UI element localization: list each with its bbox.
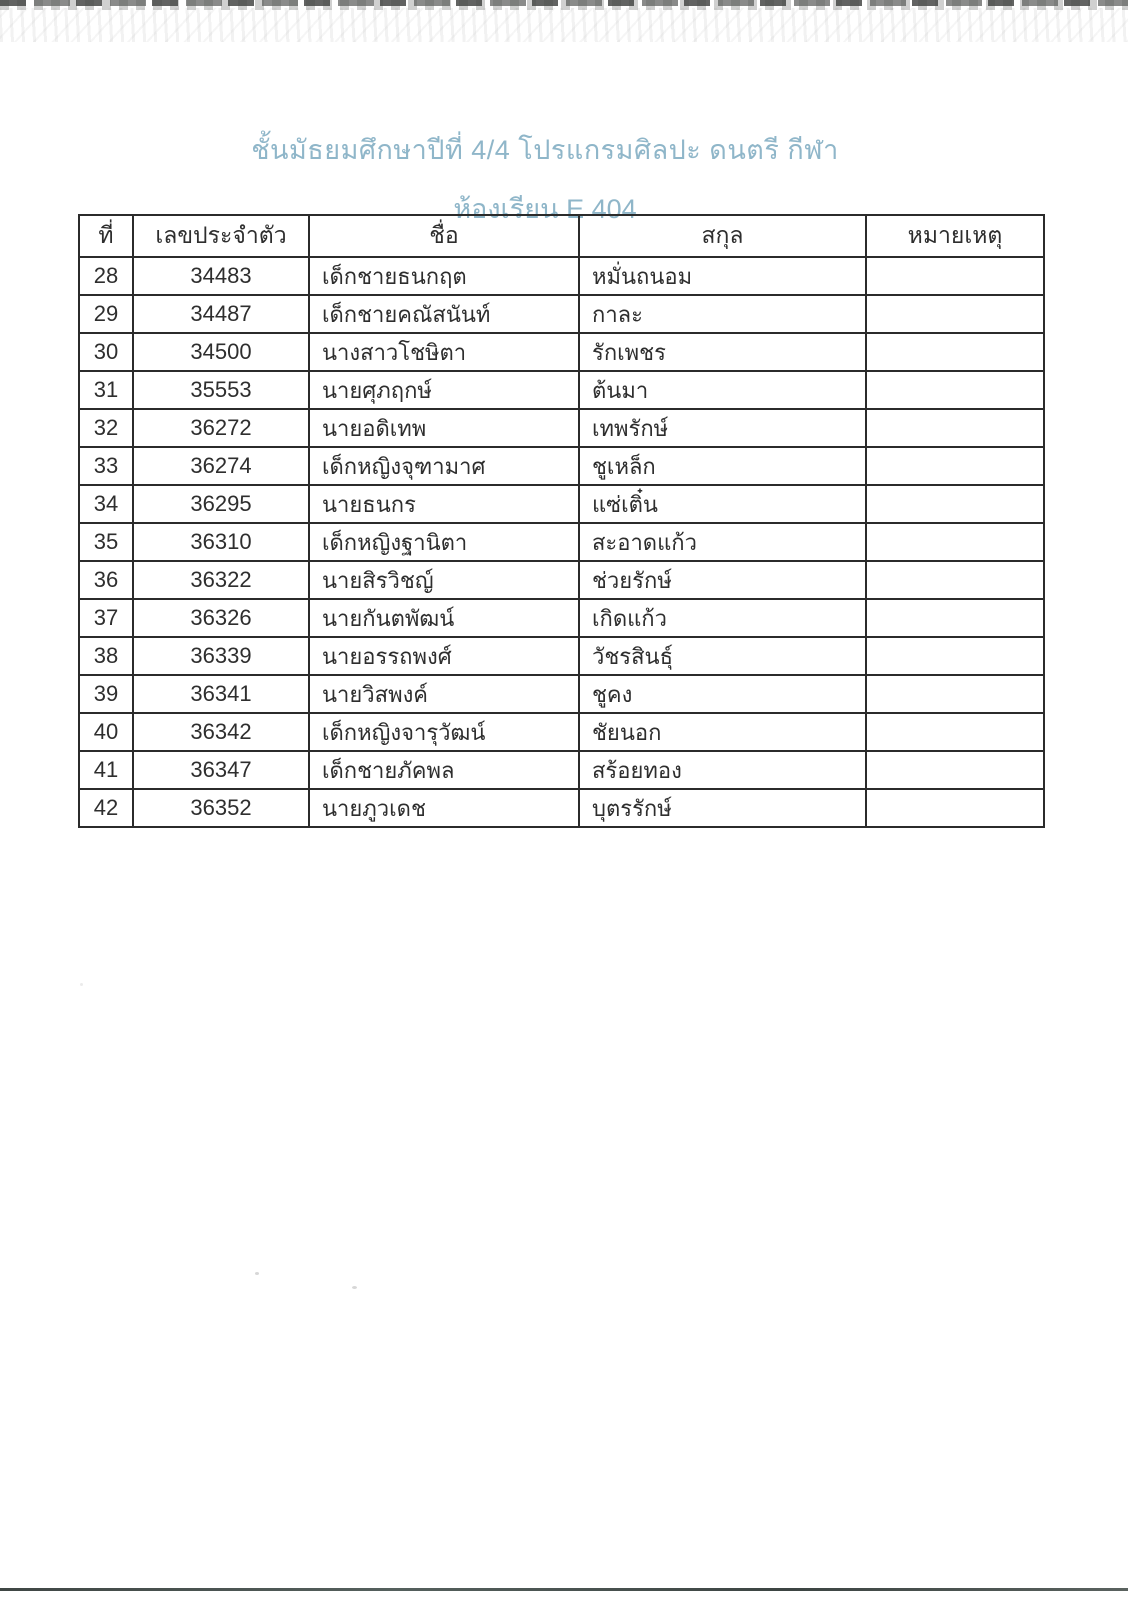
remark bbox=[866, 751, 1044, 789]
remark bbox=[866, 599, 1044, 637]
student-id: 34487 bbox=[133, 295, 309, 333]
table-row bbox=[79, 599, 1044, 637]
student-id: 36342 bbox=[133, 713, 309, 751]
student-id: 36295 bbox=[133, 485, 309, 523]
first-name: นายธนกร bbox=[309, 485, 579, 523]
table-row bbox=[79, 713, 1044, 751]
student-id: 36347 bbox=[133, 751, 309, 789]
surname: ต้นมา bbox=[579, 371, 866, 409]
remark bbox=[866, 409, 1044, 447]
remark bbox=[866, 713, 1044, 751]
row-number: 37 bbox=[79, 599, 133, 637]
row-number: 35 bbox=[79, 523, 133, 561]
student-id: 34500 bbox=[133, 333, 309, 371]
header-number: ที่ bbox=[79, 215, 133, 257]
surname: วัชรสินธุ์ bbox=[579, 637, 866, 675]
surname: สร้อยทอง bbox=[579, 751, 866, 789]
surname: ชูคง bbox=[579, 675, 866, 713]
row-number: 33 bbox=[79, 447, 133, 485]
remark bbox=[866, 371, 1044, 409]
row-number: 39 bbox=[79, 675, 133, 713]
table-row bbox=[79, 485, 1044, 523]
row-number: 32 bbox=[79, 409, 133, 447]
row-number: 31 bbox=[79, 371, 133, 409]
header-surname: สกุล bbox=[579, 215, 866, 257]
surname: สะอาดแก้ว bbox=[579, 523, 866, 561]
table-row bbox=[79, 751, 1044, 789]
student-id: 34483 bbox=[133, 257, 309, 295]
remark bbox=[866, 295, 1044, 333]
scan-speck bbox=[255, 1272, 259, 1275]
remark bbox=[866, 447, 1044, 485]
row-number: 42 bbox=[79, 789, 133, 827]
student-id: 36274 bbox=[133, 447, 309, 485]
first-name: นายกันตพัฒน์ bbox=[309, 599, 579, 637]
table-row bbox=[79, 333, 1044, 371]
table-row bbox=[79, 637, 1044, 675]
header-first-name: ชื่อ bbox=[309, 215, 579, 257]
row-number: 28 bbox=[79, 257, 133, 295]
header-remark: หมายเหตุ bbox=[866, 215, 1044, 257]
surname: ชูเหล็ก bbox=[579, 447, 866, 485]
table-row bbox=[79, 409, 1044, 447]
surname: ช่วยรักษ์ bbox=[579, 561, 866, 599]
table-row bbox=[79, 789, 1044, 827]
surname: เกิดแก้ว bbox=[579, 599, 866, 637]
table-row bbox=[79, 561, 1044, 599]
scan-speck bbox=[352, 1286, 357, 1289]
first-name: เด็กหญิงจุฑามาศ bbox=[309, 447, 579, 485]
first-name: เด็กชายภัคพล bbox=[309, 751, 579, 789]
student-id: 36310 bbox=[133, 523, 309, 561]
first-name: เด็กชายคณัสนันท์ bbox=[309, 295, 579, 333]
scan-speck bbox=[80, 983, 83, 986]
table-row bbox=[79, 371, 1044, 409]
student-id: 36326 bbox=[133, 599, 309, 637]
first-name: นายภูวเดช bbox=[309, 789, 579, 827]
remark bbox=[866, 523, 1044, 561]
student-id: 36339 bbox=[133, 637, 309, 675]
table-header-row bbox=[79, 215, 1044, 257]
row-number: 29 bbox=[79, 295, 133, 333]
first-name: นายวิสพงค์ bbox=[309, 675, 579, 713]
remark bbox=[866, 789, 1044, 827]
scan-noise-speckle bbox=[0, 8, 1128, 42]
surname: เทพรักษ์ bbox=[579, 409, 866, 447]
surname: กาละ bbox=[579, 295, 866, 333]
first-name: นายสิรวิชญ์ bbox=[309, 561, 579, 599]
first-name: นายอรรถพงศ์ bbox=[309, 637, 579, 675]
surname: แซ่เติ๋น bbox=[579, 485, 866, 523]
table-row bbox=[79, 447, 1044, 485]
row-number: 41 bbox=[79, 751, 133, 789]
table-row bbox=[79, 295, 1044, 333]
header-student-id: เลขประจำตัว bbox=[133, 215, 309, 257]
remark bbox=[866, 257, 1044, 295]
scan-line-bottom-edge bbox=[0, 1588, 1128, 1591]
first-name: เด็กหญิงจารุวัฒน์ bbox=[309, 713, 579, 751]
row-number: 38 bbox=[79, 637, 133, 675]
remark bbox=[866, 675, 1044, 713]
table-row bbox=[79, 523, 1044, 561]
row-number: 30 bbox=[79, 333, 133, 371]
class-title: ชั้นมัธยมศึกษาปีที่ 4/4 โปรแกรมศิลปะ ดนตรี กีฬา bbox=[251, 135, 839, 165]
first-name: นายศุภฤกษ์ bbox=[309, 371, 579, 409]
surname: รักเพชร bbox=[579, 333, 866, 371]
row-number: 36 bbox=[79, 561, 133, 599]
first-name: เด็กชายธนกฤต bbox=[309, 257, 579, 295]
remark bbox=[866, 561, 1044, 599]
classroom-title: ห้องเรียน E 404 bbox=[453, 194, 637, 224]
first-name: เด็กหญิงฐานิตา bbox=[309, 523, 579, 561]
first-name: นายอดิเทพ bbox=[309, 409, 579, 447]
surname: บุตรรักษ์ bbox=[579, 789, 866, 827]
surname: ชัยนอก bbox=[579, 713, 866, 751]
surname: หมั่นถนอม bbox=[579, 257, 866, 295]
student-id: 36341 bbox=[133, 675, 309, 713]
remark bbox=[866, 637, 1044, 675]
table-row bbox=[79, 675, 1044, 713]
student-id: 36272 bbox=[133, 409, 309, 447]
row-number: 40 bbox=[79, 713, 133, 751]
row-number: 34 bbox=[79, 485, 133, 523]
table-row bbox=[79, 257, 1044, 295]
remark bbox=[866, 333, 1044, 371]
student-roster-table bbox=[78, 214, 1045, 828]
student-id: 36322 bbox=[133, 561, 309, 599]
remark bbox=[866, 485, 1044, 523]
student-id: 35553 bbox=[133, 371, 309, 409]
student-id: 36352 bbox=[133, 789, 309, 827]
first-name: นางสาวโชษิตา bbox=[309, 333, 579, 371]
